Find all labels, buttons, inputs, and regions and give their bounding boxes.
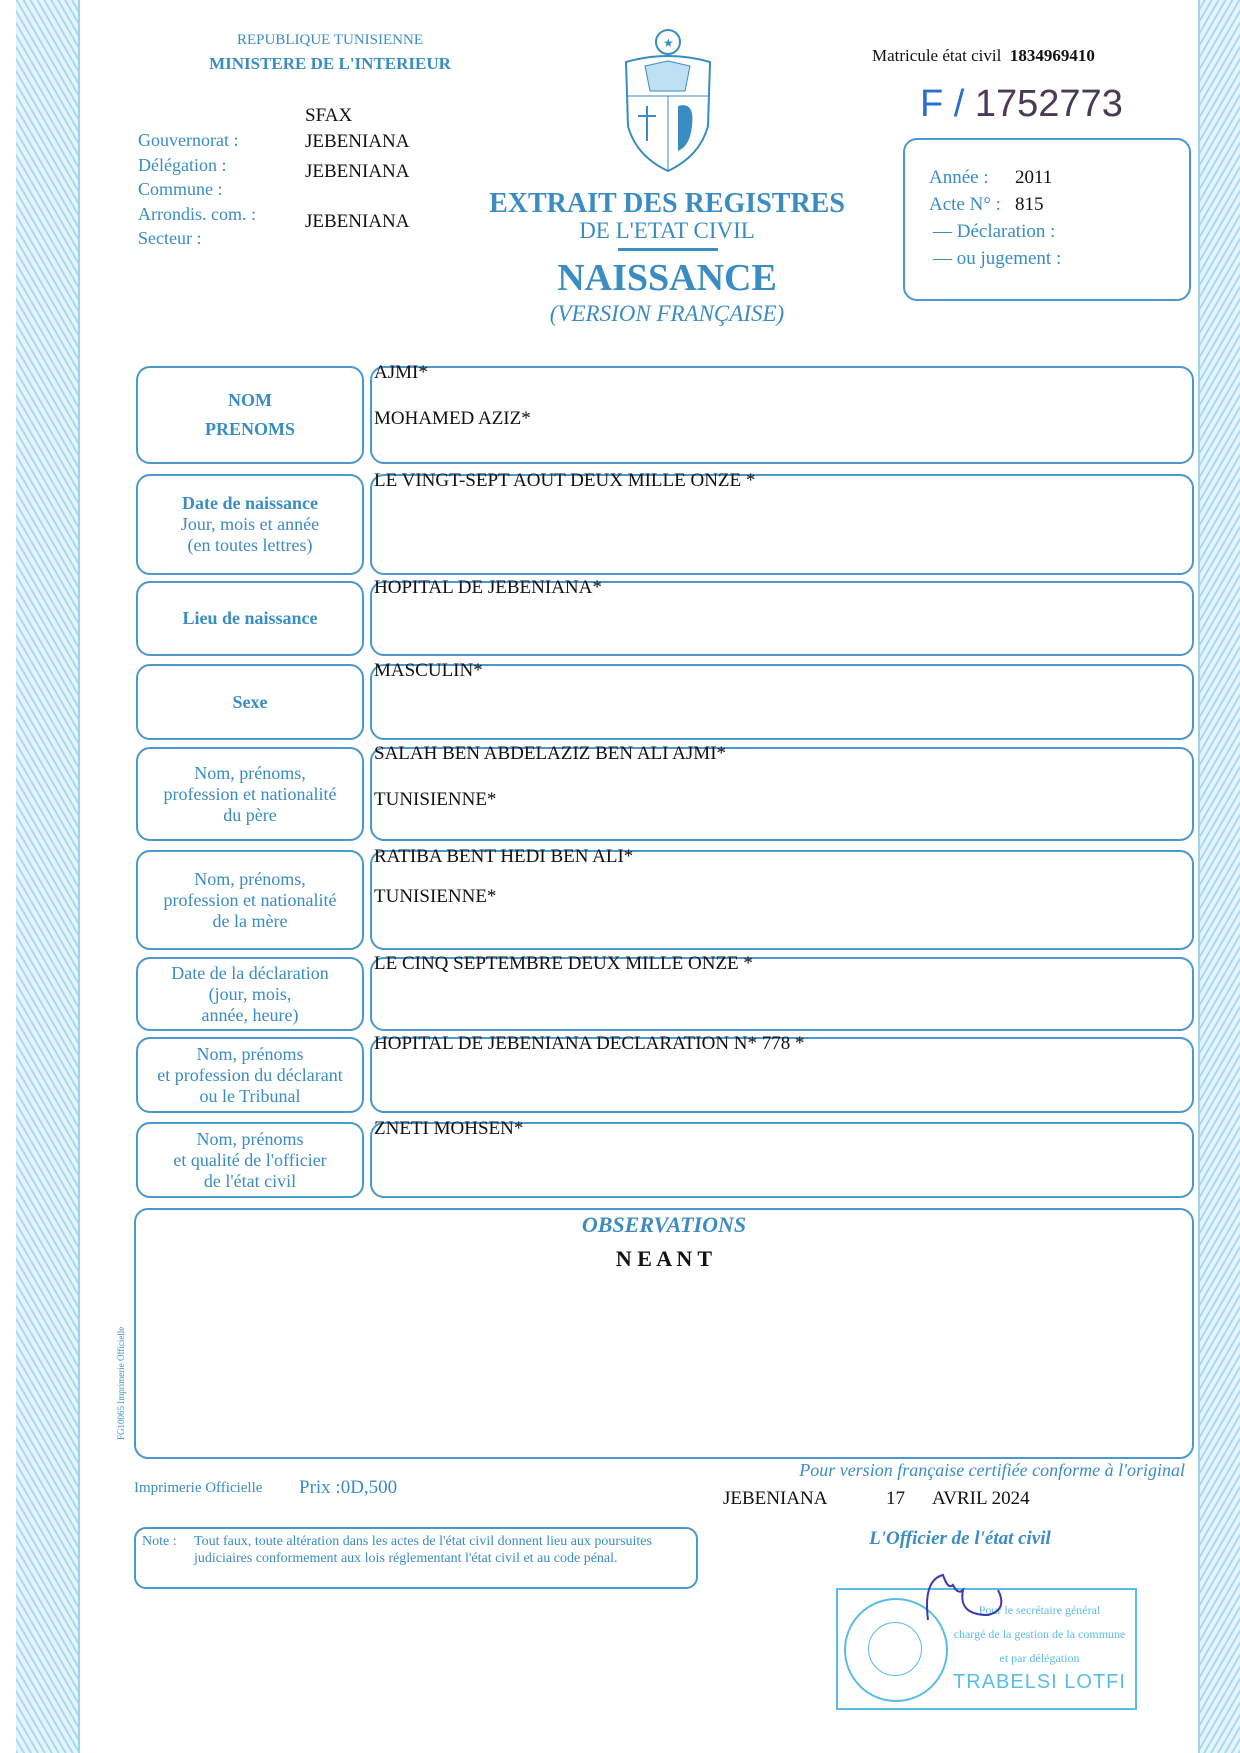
- stamp-line1: Pour le secrétaire général: [978, 1603, 1101, 1617]
- field-label-box: [136, 1037, 364, 1113]
- commune-value: JEBENIANA: [305, 161, 410, 182]
- field-label: (en toutes lettres): [187, 535, 313, 555]
- field-label: et profession du déclarant: [157, 1064, 343, 1085]
- field-label: Date de naissance: [182, 493, 318, 513]
- field-value-box: [370, 1118, 1194, 1198]
- field-label-box: [136, 664, 364, 740]
- decorative-border-left: [16, 0, 80, 1753]
- acte-box: [903, 138, 1191, 301]
- decorative-border-right: [1198, 0, 1240, 1753]
- signature-icon: [918, 1570, 1018, 1630]
- field-label-box: [136, 474, 364, 575]
- field-label: PRENOMS: [205, 419, 295, 439]
- field-value-box: [370, 1033, 1194, 1113]
- annee-label: Année :: [929, 167, 989, 188]
- field-value: TUNISIENNE*: [374, 886, 497, 907]
- field-label: de l'état civil: [203, 1170, 297, 1191]
- issue-place: JEBENIANA: [723, 1488, 828, 1509]
- issue-date: AVRIL 2024: [932, 1488, 1030, 1509]
- matricule-value: 1834969410: [1009, 46, 1095, 65]
- acte-value: 815: [1015, 194, 1044, 215]
- field-value: AJMI*: [374, 362, 428, 383]
- field-value-box: [370, 953, 1194, 1031]
- field-value: LE VINGT-SEPT AOUT DEUX MILLE ONZE *: [374, 470, 756, 491]
- field-value-box: [370, 660, 1194, 740]
- certified-label: Pour version française certifiée conforme à l'original: [799, 1460, 1185, 1480]
- field-label: Lieu de naissance: [182, 608, 318, 628]
- note-text: Tout faux, toute altération dans les actes de l'état civil donnent lieu aux poursuites judiciaires conformement aux lois réglementant l'état civil et au code pénal.: [194, 1534, 652, 1566]
- field-value-box: [370, 362, 1194, 464]
- observations-box: [134, 1208, 1194, 1459]
- secteur-label: Secteur :: [138, 228, 202, 248]
- officer-title: L'Officier de l'état civil: [869, 1528, 1051, 1549]
- acte-label: Acte N° :: [929, 194, 1001, 215]
- field-label: du père: [223, 804, 277, 825]
- ministry-label: MINISTERE DE L'INTERIEUR: [209, 54, 451, 73]
- field-value: TUNISIENNE*: [374, 789, 497, 810]
- seal-emblem-icon: [868, 1622, 922, 1676]
- field-value: LE CINQ SEPTEMBRE DEUX MILLE ONZE *: [374, 953, 753, 974]
- field-value: ZNETI MOHSEN*: [374, 1118, 524, 1139]
- declaration-label: — Déclaration :: [933, 221, 1056, 242]
- field-label-box: [136, 747, 364, 841]
- note-label: Note :: [142, 1534, 177, 1549]
- field-label: Sexe: [232, 691, 268, 712]
- arrondissement-value: JEBENIANA: [305, 211, 410, 232]
- stamp-line3: et par délégation: [999, 1651, 1080, 1665]
- field-label: ou le Tribunal: [199, 1085, 301, 1106]
- field-label-box: [136, 957, 364, 1031]
- gouvernorat-label: Gouvernorat :: [138, 130, 239, 150]
- printer-label: Imprimerie Officielle: [134, 1480, 263, 1496]
- field-value-box: [370, 846, 1194, 950]
- observations-label: OBSERVATIONS: [581, 1212, 747, 1237]
- stamp-line2: chargé de la gestion de la commune: [953, 1627, 1126, 1641]
- field-label: (jour, mois,: [208, 983, 292, 1004]
- field-label-box: [136, 1122, 364, 1198]
- coat-of-arms-icon: [620, 26, 716, 174]
- serial-prefix: F /: [920, 83, 965, 125]
- serial-value: 1752773: [974, 83, 1123, 125]
- field-value: HOPITAL DE JEBENIANA*: [374, 577, 602, 598]
- price-label: Prix :0D,500: [299, 1477, 398, 1498]
- field-value: MASCULIN*: [374, 660, 483, 681]
- title-line1: EXTRAIT DES REGISTRES: [489, 188, 845, 219]
- title-main: NAISSANCE: [557, 257, 777, 299]
- official-stamp: [836, 1588, 1137, 1710]
- matricule: [872, 46, 1095, 66]
- field-label: Nom, prénoms,: [194, 868, 306, 889]
- location-labels: [138, 128, 256, 251]
- field-value-box: [370, 577, 1194, 656]
- field-value: HOPITAL DE JEBENIANA DECLARATION N* 778 *: [374, 1033, 805, 1054]
- field-label: Nom, prénoms: [196, 1128, 304, 1149]
- jugement-label: — ou jugement :: [933, 248, 1062, 269]
- observations-value: N E A N T: [615, 1246, 713, 1271]
- delegation-value: JEBENIANA: [305, 131, 410, 152]
- field-label: NOM: [228, 390, 272, 410]
- field-label: de la mère: [212, 910, 288, 931]
- matricule-label: Matricule état civil: [872, 46, 1002, 65]
- field-value: MOHAMED AZIZ*: [374, 408, 531, 429]
- field-label: année, heure): [201, 1004, 299, 1025]
- field-label-box: [136, 581, 364, 656]
- field-label: et qualité de l'officier: [173, 1149, 327, 1170]
- field-label-box: [136, 366, 364, 464]
- field-label: Nom, prénoms,: [194, 762, 306, 783]
- gouvernorat-value: SFAX: [305, 105, 353, 126]
- field-value: SALAH BEN ABDELAZIZ BEN ALI AJMI*: [374, 743, 727, 764]
- arrondissement-label: Arrondis. com. :: [138, 203, 256, 224]
- side-code: FG10065 Imprimerie Officielle: [116, 1326, 126, 1440]
- field-label: profession et nationalité: [163, 889, 337, 910]
- field-value: RATIBA BENT HEDI BEN ALI*: [374, 846, 634, 867]
- commune-label: Commune :: [138, 179, 223, 199]
- stamp-name: TRABELSI LOTFI: [953, 1671, 1126, 1693]
- serial-number: [920, 82, 1123, 126]
- note-box: [134, 1527, 698, 1589]
- issue-day: 17: [886, 1488, 905, 1509]
- field-label: Jour, mois et année: [180, 514, 320, 534]
- title-version: (VERSION FRANÇAISE): [549, 301, 785, 326]
- field-label: Date de la déclaration: [171, 962, 329, 983]
- title-line2: DE L'ETAT CIVIL: [579, 218, 755, 243]
- field-label-box: [136, 850, 364, 950]
- title-divider: [618, 248, 718, 251]
- field-value-box: [370, 470, 1194, 575]
- republic-label: REPUBLIQUE TUNISIENNE: [237, 32, 423, 48]
- annee-value: 2011: [1015, 167, 1053, 188]
- field-label: profession et nationalité: [163, 783, 337, 804]
- field-value-box: [370, 743, 1194, 841]
- svg-text:★: ★: [663, 36, 674, 50]
- delegation-label: Délégation :: [138, 154, 227, 175]
- field-label: Nom, prénoms: [196, 1043, 304, 1064]
